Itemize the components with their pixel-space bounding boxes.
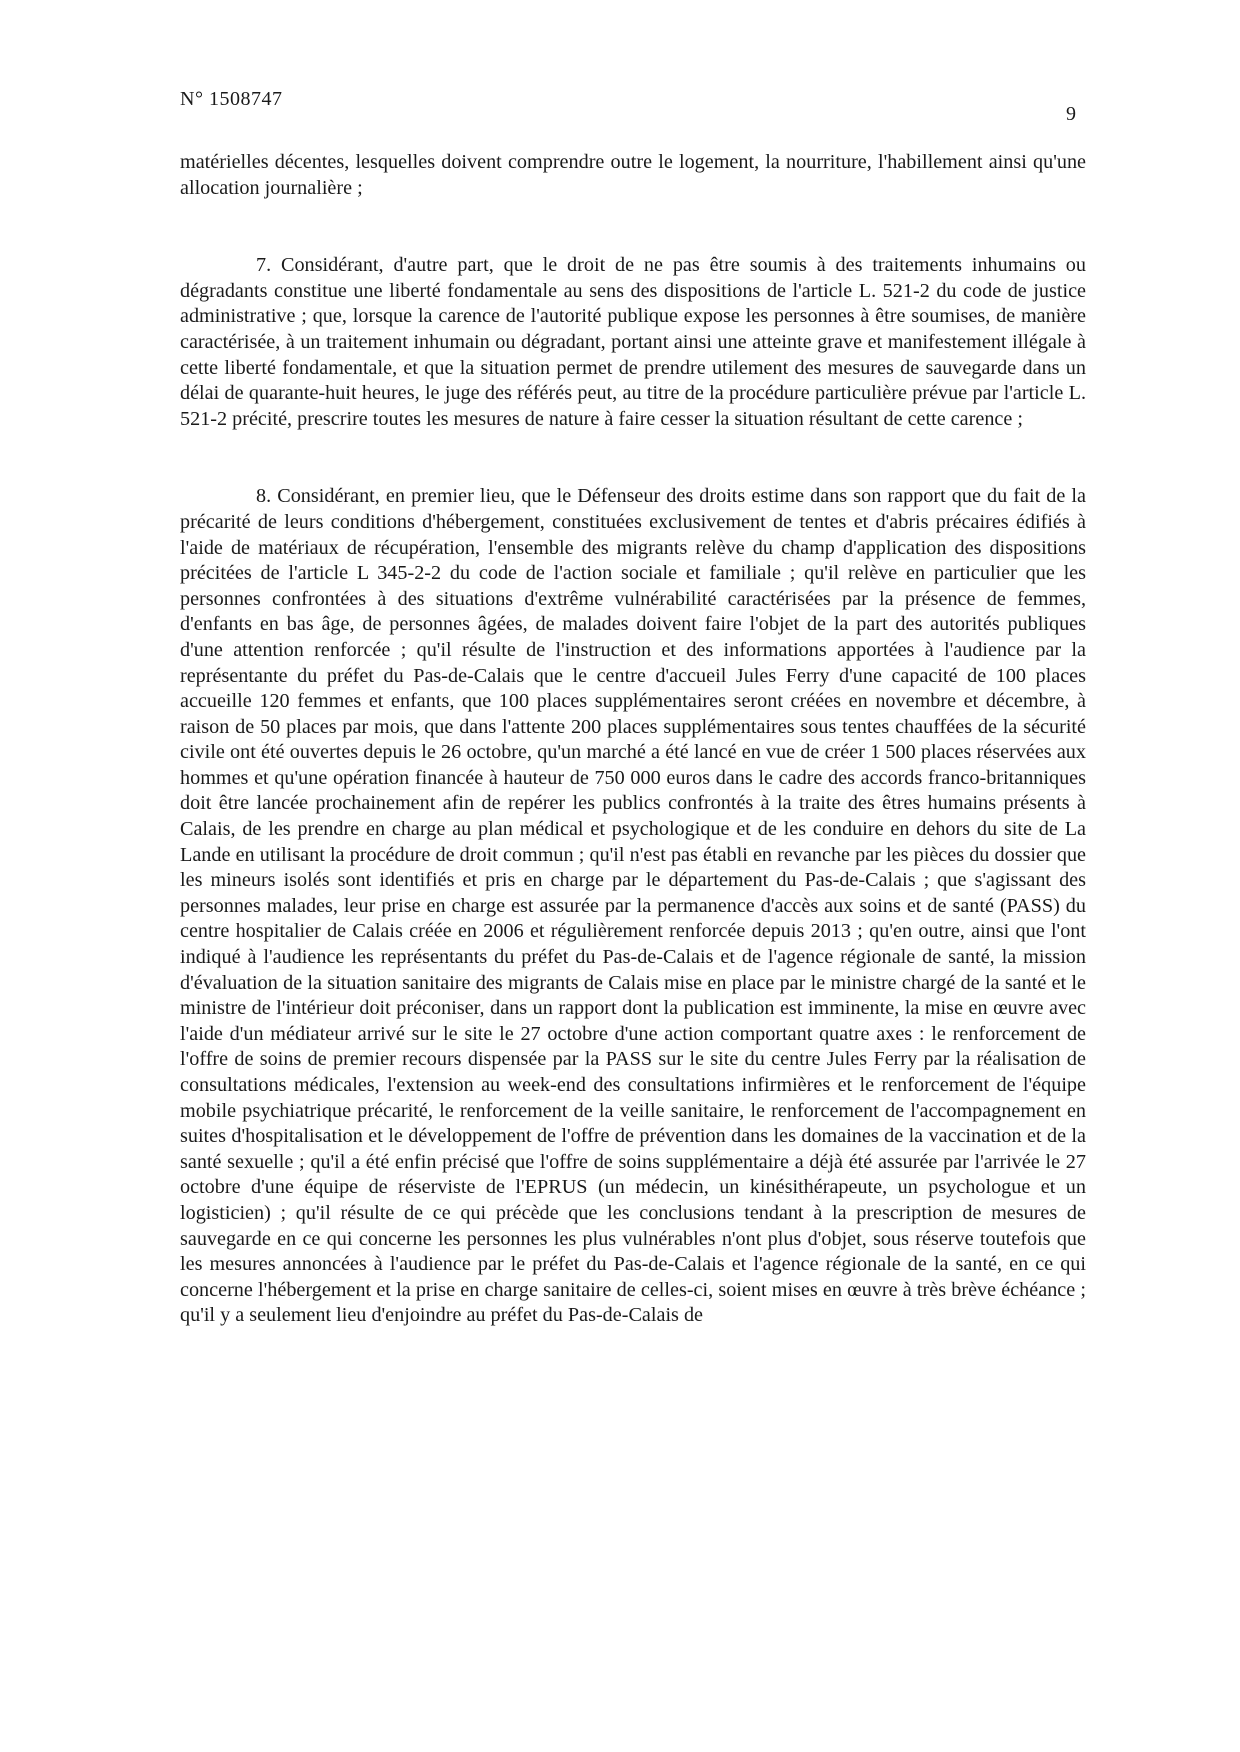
- document-body: [180, 150, 1086, 1329]
- paragraph-8: 8. Considérant, en premier lieu, que le Défenseur des droits estime dans son rapport que du fait de la précarité de leurs conditions d'hébergement, constituées exclusivement de tentes et d'abris précaires édifiés à l'aide de matériaux de récupération, l'ensemble des migrants relève du champ d'application des dispositions précitées de l'article L 345-2-2 du code de l'action sociale et familiale ; qu'il relève en particulier que les personnes confrontées à des situations d'extrême vulnérabilité caractérisées par la présence de femmes, d'enfants en bas âge, de personnes âgées, de malades doivent faire l'objet de la part des autorités publiques d'une attention renforcée ; qu'il résulte de l'instruction et des informations apportées à l'audience par la représentante du préfet du Pas-de-Calais que le centre d'accueil Jules Ferry d'une capacité de 100 places accueille 120 femmes et enfants, que 100 places supplémentaires seront créées en novembre et décembre, à raison de 50 places par mois, que dans l'attente 200 places supplémentaires sous tentes chauffées de la sécurité civile ont été ouvertes depuis le 26 octobre, qu'un marché a été lancé en vue de créer 1 500 places réservées aux hommes et qu'une opération financée à hauteur de 750 000 euros dans le cadre des accords franco-britanniques doit être lancée prochainement afin de repérer les publics confrontés à la traite des êtres humains présents à Calais, de les prendre en charge au plan médical et psychologique et de les conduire en dehors du site de La Lande en utilisant la procédure de droit commun ; qu'il n'est pas établi en revanche par les pièces du dossier que les mineurs isolés sont identifiés et pris en charge par le département du Pas-de-Calais ; que s'agissant des personnes malades, leur prise en charge est assurée par la permanence d'accès aux soins et de santé (PASS) du centre hospitalier de Calais créée en 2006 et régulièrement renforcée depuis 2013 ; qu'en outre, ainsi que l'ont indiqué à l'audience les représentants du préfet du Pas-de-Calais et de l'agence régionale de santé, la mission d'évaluation de la situation sanitaire des migrants de Calais mise en place par le ministre chargé de la santé et le ministre de l'intérieur doit préconiser, dans un rapport dont la publication est imminente, la mise en œuvre avec l'aide d'un médiateur arrivé sur le site le 27 octobre d'une action comportant quatre axes : le renforcement de l'offre de soins de premier recours dispensée par la PASS sur le site du centre Jules Ferry par la réalisation de consultations médicales, l'extension au week-end des consultations infirmières et le renforcement de l'équipe mobile psychiatrique précarité, le renforcement de la veille sanitaire, le renforcement de l'accompagnement en suites d'hospitalisation et le développement de l'offre de prévention dans les domaines de la vaccination et de la santé sexuelle ; qu'il a été enfin précisé que l'offre de soins supplémentaire a déjà été assurée par l'arrivée le 27 octobre d'une équipe de réserviste de l'EPRUS (un médecin, un kinésithérapeute, un psychologue et un logisticien) ; qu'il résulte de ce qui précède que les conclusions tendant à la prescription de mesures de sauvegarde en ce qui concerne les personnes les plus vulnérables n'ont plus d'objet, sous réserve toutefois que les mesures annoncées à l'audience par le préfet du Pas-de-Calais et l'agence régionale de la santé, en ce qui concerne l'hébergement et la prise en charge sanitaire de celles-ci, soient mises en œuvre à très brève échéance ; qu'il y a seulement lieu d'enjoindre au préfet du Pas-de-Calais de: [180, 485, 1086, 1327]
- case-number: N° 1508747: [180, 88, 283, 110]
- paragraph-7: 7. Considérant, d'autre part, que le droit de ne pas être soumis à des traitements inhumains ou dégradants constitue une liberté fondamentale au sens des dispositions de l'article L. 521-2 du code de justice administrative ; que, lorsque la carence de l'autorité publique expose les personnes à être soumises, de manière caractérisée, à un traitement inhumain ou dégradant, portant ainsi une atteinte grave et manifestement illégale à cette liberté fondamentale, et que la situation permet de prendre utilement des mesures de sauvegarde dans un délai de quarante-huit heures, le juge des référés peut, au titre de la procédure particulière prévue par l'article L. 521-2 précité, prescrire toutes les mesures de nature à faire cesser la situation résultant de cette carence ;: [180, 254, 1086, 430]
- page-number: 9: [1066, 103, 1076, 125]
- paragraph-continuation: matérielles décentes, lesquelles doivent comprendre outre le logement, la nourriture, l'habillement ainsi qu'une allocation journalière ;: [180, 151, 1086, 199]
